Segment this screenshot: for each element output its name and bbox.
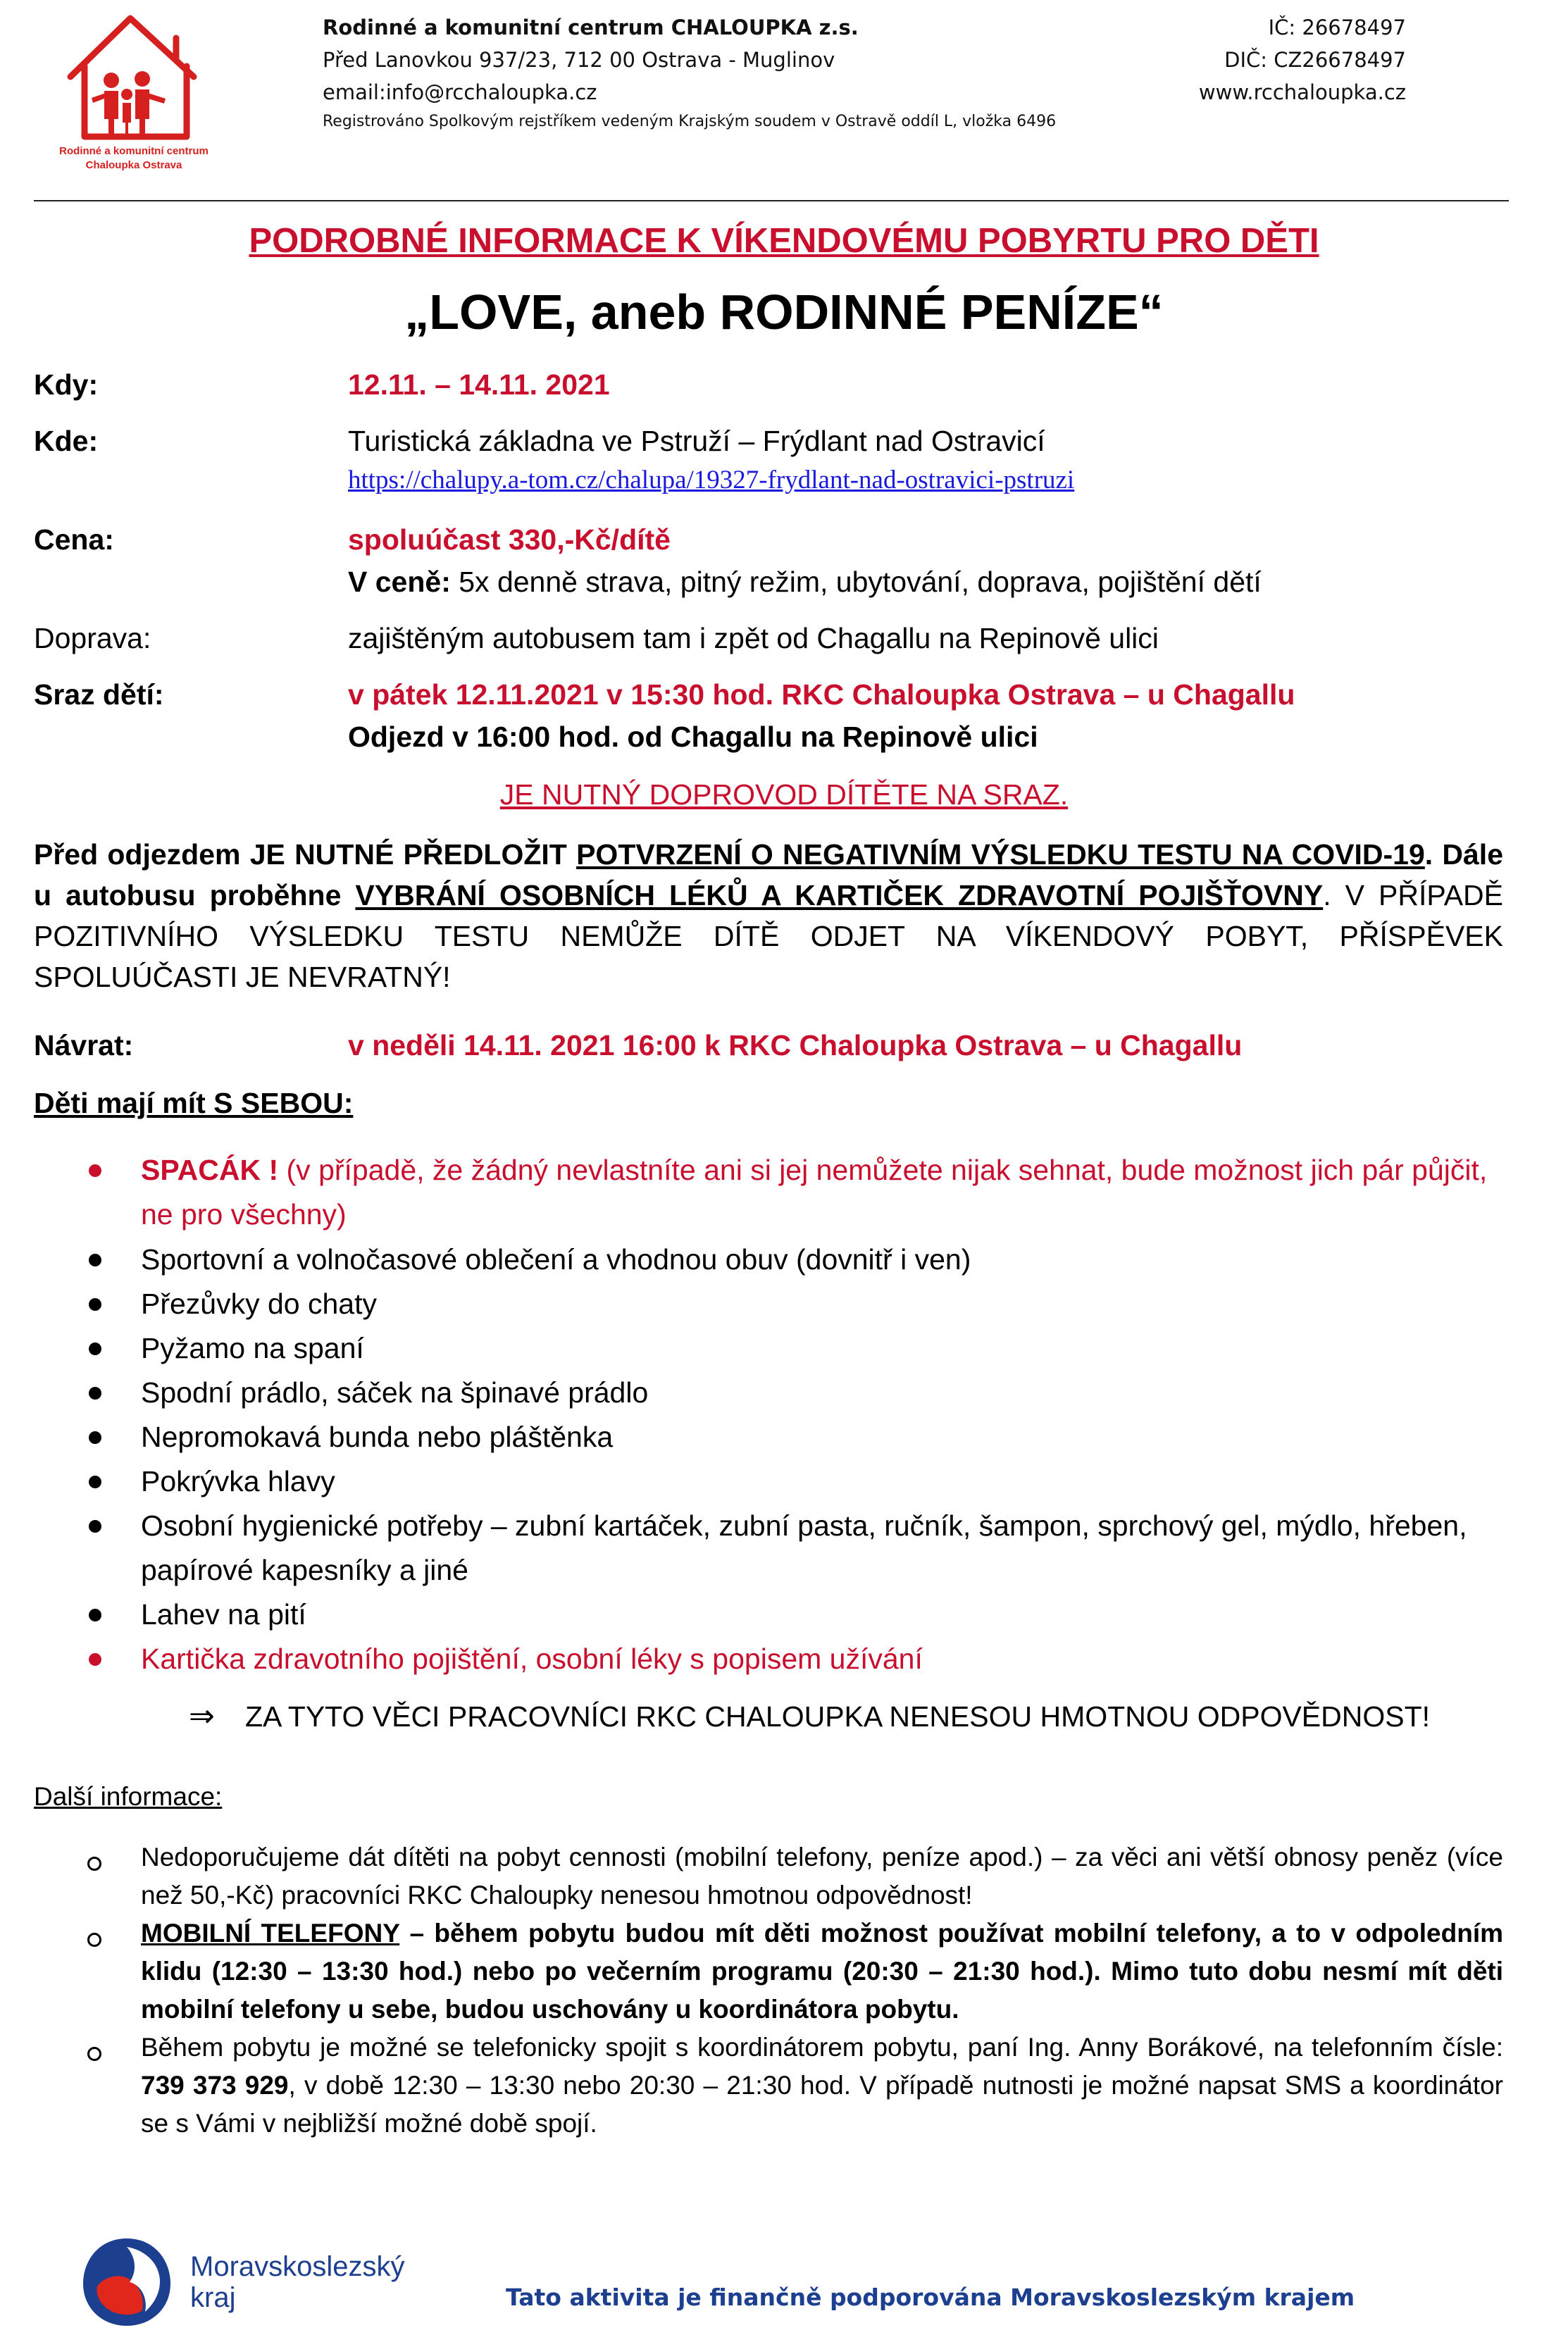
org-registration: Registrováno Spolkovým rejstříkem vedeným Krajským soudem v Ostravě oddíl L, vložka 6496 <box>323 113 1057 130</box>
org-address: Před Lanovkou 937/23, 712 00 Ostrava - Muglinov <box>323 48 835 72</box>
responsibility-note: ZA TYTO VĚCI PRACOVNÍCI RKC CHALOUPKA NENESOU HMOTNOU ODPOVĚDNOST! <box>245 1700 1431 1733</box>
list-item-insurance-card: Kartička zdravotního pojištění, osobní léky s popisem užívání <box>141 1643 923 1675</box>
covid-test-requirement: POTVRZENÍ O NEGATIVNÍM VÝSLEDKU TESTU NA COVID-19 <box>576 838 1425 871</box>
list-item: Spodní prádlo, sáček na špinavé prádlo <box>141 1376 649 1409</box>
list-bullet <box>89 1387 101 1400</box>
org-logo <box>49 10 218 172</box>
list-item-spacak <box>141 1148 1507 1237</box>
covid-warning: . V PŘÍPADĚ POZITIVNÍHO VÝSLEDKU TESTU NEMŮŽE DÍTĚ ODJET NA VÍKENDOVÝ POBYT, PŘÍSPĚVEK SPOLUÚČASTI JE NEVRATNÝ! <box>34 879 1503 993</box>
list-bullet <box>89 1343 101 1355</box>
org-web: www.rcchaloupka.cz <box>1198 80 1406 104</box>
spacak-label: SPACÁK ! <box>141 1154 279 1186</box>
list-item: Osobní hygienické potřeby – zubní kartáček, zubní pasta, ručník, šampon, sprchový gel, mýdlo, hřeben, papírové kapesníky a jiné <box>141 1509 1467 1586</box>
list-bullet <box>89 1431 101 1444</box>
list-bullet <box>89 1653 101 1666</box>
kdy-value: 12.11. – 14.11. 2021 <box>348 368 610 401</box>
covid-docs-requirement: VYBRÁNÍ OSOBNÍCH LÉKŮ A KARTIČEK ZDRAVOTNÍ POJIŠŤOVNY <box>355 879 1324 911</box>
info-item-phones <box>141 1914 1503 2029</box>
cena-includes-text: 5x denně strava, pitný režim, ubytování, doprava, pojištění dětí <box>459 566 1262 598</box>
list-item: Lahev na pití <box>141 1598 306 1631</box>
arrow-right-icon: ⇒ <box>189 1698 215 1734</box>
header-divider <box>34 200 1509 201</box>
covid-intro: Před odjezdem JE NUTNÉ PŘEDLOŽIT <box>34 838 577 871</box>
list-bullet <box>89 1609 101 1621</box>
kraj-emblem-icon <box>77 2233 176 2331</box>
info-item-valuables: Nedoporučujeme dát dítěti na pobyt cennosti (mobilní telefony, peníze apod.) – za věci ani větší obnosy peněz (více než 50,-Kč) pracovníci RKC Chaloupky nenesou hmotnou odpovědnost! <box>141 1843 1503 1910</box>
list-bullet <box>89 1254 101 1266</box>
org-ic: IČ: 26678497 <box>1268 15 1406 39</box>
cena-includes <box>348 562 1262 602</box>
logo-caption-line-1: Rodinné a komunitní centrum <box>59 145 209 157</box>
list-bullet <box>89 1298 101 1311</box>
covid-mid: . Dále u autobusu proběhne <box>34 838 1504 911</box>
sebou-heading: Děti mají mít S SEBOU: <box>34 1087 354 1119</box>
contact-text-2: , v době 12:30 – 13:30 nebo 20:30 – 21:30 hod. V případě nutnosti je možné napsat SMS a koordinátor se s Vámi v nejbližší možné době spojí. <box>141 2071 1503 2138</box>
doprava-label: Doprava: <box>34 622 151 654</box>
list-bullet-circle <box>87 1933 101 1947</box>
sraz-label: Sraz dětí: <box>34 678 164 711</box>
info-item-contact <box>141 2029 1503 2143</box>
phones-text: – během pobytu budou mít děti možnost používat mobilní telefony, a to v odpoledním klidu (12:30 – 13:30 hod.) nebo po večerním programu (20:30 – 21:30 hod.). Mimo tuto dobu nesmí mít děti mobilní telefony u sebe, budou uschovány u koordinátora pobytu. <box>141 1919 1503 2024</box>
list-bullet <box>89 1520 101 1533</box>
org-name: Rodinné a komunitní centrum CHALOUPKA z.s. <box>323 15 859 39</box>
org-dic: DIČ: CZ26678497 <box>1224 48 1406 72</box>
list-item: Přezůvky do chaty <box>141 1288 377 1320</box>
sraz-value: v pátek 12.11.2021 v 15:30 hod. RKC Chaloupka Ostrava – u Chagallu <box>348 678 1295 711</box>
spacak-note: (v případě, že žádný nevlastníte ani si jej nemůžete nijak sehnat, bude možnost jich pár půjčit, ne pro všechny) <box>141 1154 1488 1231</box>
list-item: Nepromokavá bunda nebo pláštěnka <box>141 1421 614 1453</box>
navrat-label: Návrat: <box>34 1029 134 1061</box>
odjezd-value: Odjezd v 16:00 hod. od Chagallu na Repinově ulici <box>348 721 1038 753</box>
page-title: PODROBNÉ INFORMACE K VÍKENDOVÉMU POBYRTU PRO DĚTI <box>249 222 1319 260</box>
location-link[interactable]: https://chalupy.a-tom.cz/chalupa/19327-frydlant-nad-ostravici-pstruzi <box>348 466 1075 494</box>
list-item: Pokrývka hlavy <box>141 1465 335 1497</box>
cena-includes-label: V ceně: <box>348 566 451 598</box>
list-bullet-circle <box>87 2047 101 2061</box>
contact-text-1: Během pobytu je možné se telefonicky spojit s koordinátorem pobytu, paní Ing. Anny Borákové, na telefonním čísle: <box>141 2033 1503 2062</box>
event-name: „LOVE, aneb RODINNÉ PENÍZE“ <box>404 285 1164 340</box>
kdy-label: Kdy: <box>34 368 99 401</box>
kraj-name-line-1: Moravskoslezský <box>190 2251 405 2282</box>
list-bullet <box>89 1476 101 1488</box>
org-email: email:info@rcchaloupka.cz <box>323 80 597 104</box>
doprovod-notice: JE NUTNÝ DOPROVOD DÍTĚTE NA SRAZ. <box>499 778 1069 811</box>
list-item: Sportovní a volnočasové oblečení a vhodnou obuv (dovnitř i ven) <box>141 1243 971 1276</box>
contact-phone: 739 373 929 <box>141 2071 289 2100</box>
list-bullet <box>89 1164 101 1177</box>
dalsi-heading: Další informace: <box>34 1782 223 1811</box>
cena-value: spoluúčast 330,-Kč/dítě <box>348 523 671 556</box>
house-family-icon <box>49 10 218 151</box>
covid-paragraph <box>34 834 1503 997</box>
doprava-value: zajištěným autobusem tam i zpět od Chagallu na Repinově ulici <box>348 622 1159 654</box>
cena-label: Cena: <box>34 523 114 556</box>
funding-note: Tato aktivita je finančně podporována Moravskoslezským krajem <box>506 2284 1355 2311</box>
list-item: Pyžamo na spaní <box>141 1332 364 1364</box>
kraj-name-line-2: kraj <box>190 2282 236 2313</box>
kde-label: Kde: <box>34 425 99 457</box>
navrat-value: v neděli 14.11. 2021 16:00 k RKC Chaloupka Ostrava – u Chagallu <box>348 1029 1243 1061</box>
phones-heading: MOBILNÍ TELEFONY <box>141 1919 400 1948</box>
list-bullet-circle <box>87 1857 101 1871</box>
kraj-logo <box>77 2233 176 2331</box>
kde-value: Turistická základna ve Pstruží – Frýdlant nad Ostravicí <box>348 425 1045 457</box>
logo-caption-line-2: Chaloupka Ostrava <box>85 159 182 171</box>
